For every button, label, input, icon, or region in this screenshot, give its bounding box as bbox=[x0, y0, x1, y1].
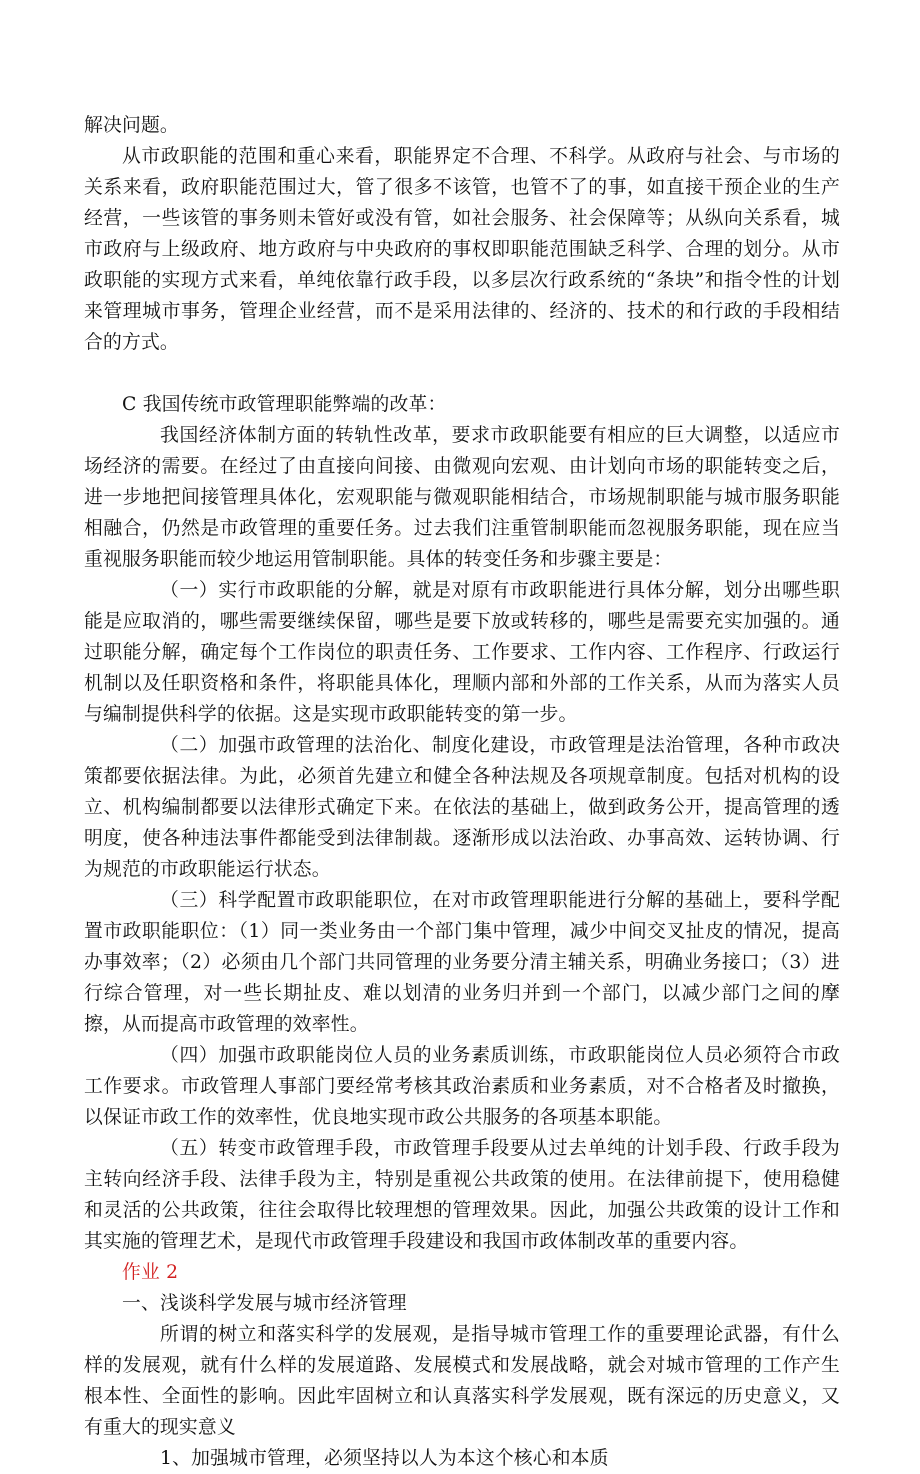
document-page bbox=[84, 110, 840, 1474]
section-heading-c: C 我国传统市政管理职能弊端的改革： bbox=[122, 394, 447, 415]
paragraph-item-four: （四）加强市政职能岗位人员的业务素质训练，市政职能岗位人员必须符合市政工作要求。市政管理人事部门要经常考核其政治素质和业务素质，对不合格者及时撤换，以保证市政工作的效率性，优良地实现市政公共服务的各项基本职能。 bbox=[84, 1045, 840, 1128]
paragraph-gap bbox=[84, 358, 840, 389]
paragraph-development-view: 所谓的树立和落实科学的发展观，是指导城市管理工作的重要理论武器，有什么样的发展观，就有什么样的发展道路、发展模式和发展战略，就会对城市管理的工作产生根本性、全面性的影响。因此牢固树立和认真落实科学发展观，既有深远的历史意义，又有重大的现实意义 bbox=[84, 1324, 840, 1438]
paragraph-item-one: （一）实行市政职能的分解，就是对原有市政职能进行具体分解，划分出哪些职能是应取消的，哪些需要继续保留，哪些是要下放或转移的，哪些是需要充实加强的。通过职能分解，确定每个工作岗位的职责任务、工作要求、工作内容、工作程序、行政运行机制以及任职资格和条件，将职能具体化，理顺内部和外部的工作关系，从而为落实人员与编制提供科学的依据。这是实现市政职能转变的第一步。 bbox=[84, 580, 840, 725]
paragraph-function-scope: 从市政职能的范围和重心来看，职能界定不合理、不科学。从政府与社会、与市场的关系来看，政府职能范围过大，管了很多不该管，也管不了的事，如直接干预企业的生产经营，一些该管的事务则未管好或没有管，如社会服务、社会保障等；从纵向关系看，城市政府与上级政府、地方政府与中央政府的事权即职能范围缺乏科学、合理的划分。从市政职能的实现方式来看，单纯依靠行政手段，以多层次行政系统的“条块”和指令性的计划来管理城市事务，管理企业经营，而不是采用法律的、经济的、技术的和行政的手段相结合的方式。 bbox=[84, 146, 840, 353]
list-item-1: 1、加强城市管理，必须坚持以人为本这个核心和本质 bbox=[160, 1448, 609, 1469]
paragraph-item-two: （二）加强市政管理的法治化、制度化建设，市政管理是法治管理，各种市政决策都要依据法律。为此，必须首先建立和健全各种法规及各项规章制度。包括对机构的设立、机构编制都要以法律形式确定下来。在依法的基础上，做到政务公开，提高管理的透明度，使各种违法事件都能受到法律制裁。逐渐形成以法治政、办事高效、运转协调、行为规范的市政职能运行状态。 bbox=[84, 735, 840, 880]
paragraph-continuation: 解决问题。 bbox=[84, 115, 179, 136]
paragraph-item-three: （三）科学配置市政职能职位，在对市政管理职能进行分解的基础上，要科学配置市政职能职位：（1）同一类业务由一个部门集中管理，减少中间交叉扯皮的情况，提高办事效率；（2）必须由几个部门共同管理的业务要分清主辅关系，明确业务接口；（3）进行综合管理，对一些长期扯皮、难以划清的业务归并到一个部门，以减少部门之间的摩擦，从而提高市政管理的效率性。 bbox=[84, 890, 840, 1035]
paragraph-reform-intro: 我国经济体制方面的转轨性改革，要求市政职能要有相应的巨大调整，以适应市场经济的需要。在经过了由直接向间接、由微观向宏观、由计划向市场的职能转变之后，进一步地把间接管理具体化，宏观职能与微观职能相结合，市场规制职能与城市服务职能相融合，仍然是市政管理的重要任务。过去我们注重管制职能而忽视服务职能，现在应当重视服务职能而较少地运用管制职能。具体的转变任务和步骤主要是： bbox=[84, 425, 840, 570]
section-heading-one: 一、浅谈科学发展与城市经济管理 bbox=[122, 1293, 407, 1314]
homework-2-heading: 作业 2 bbox=[122, 1262, 179, 1283]
paragraph-item-five: （五）转变市政管理手段，市政管理手段要从过去单纯的计划手段、行政手段为主转向经济手段、法律手段为主，特别是重视公共政策的使用。在法律前提下，使用稳健和灵活的公共政策，往往会取得比较理想的管理效果。因此，加强公共政策的设计工作和其实施的管理艺术，是现代市政管理手段建设和我国市政体制改革的重要内容。 bbox=[84, 1138, 840, 1252]
